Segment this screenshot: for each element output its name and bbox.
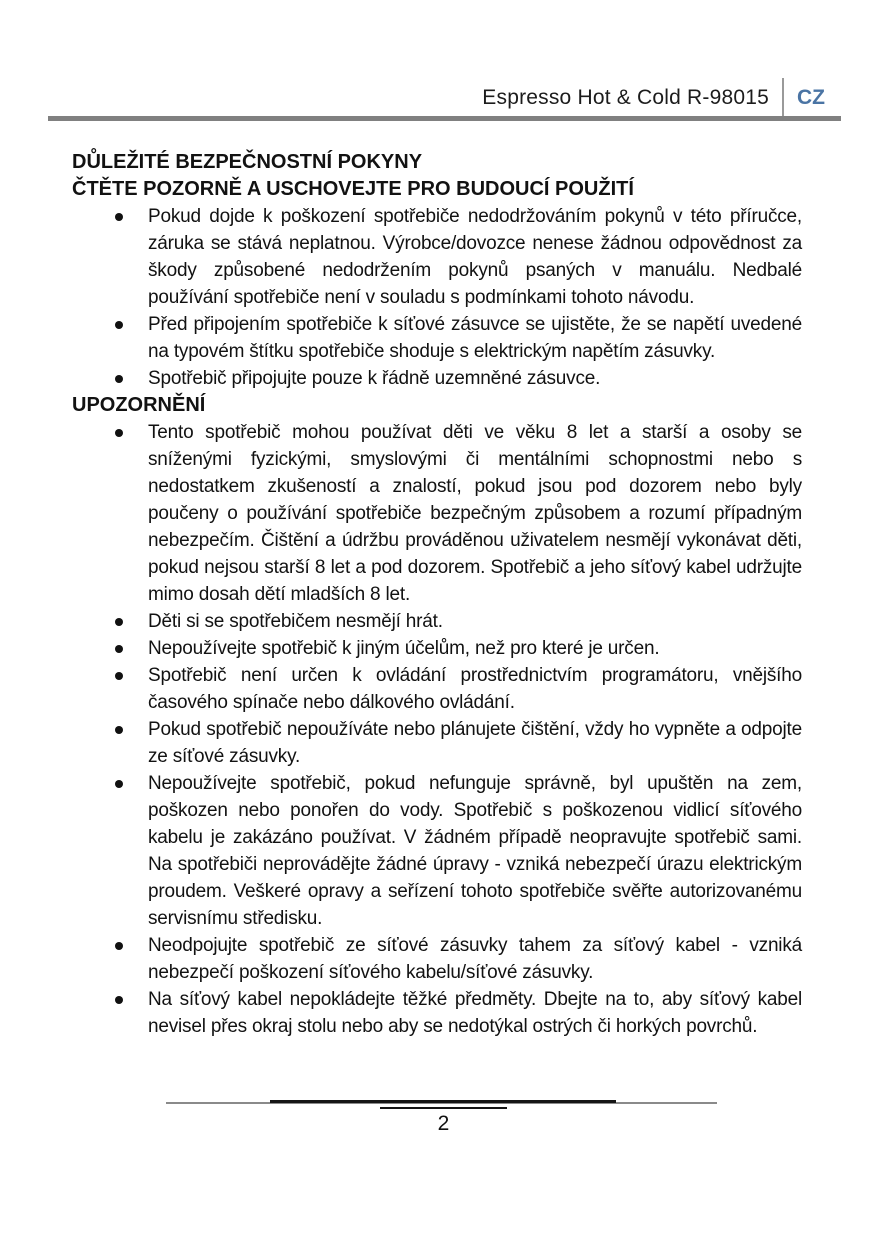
list-item-text: Před připojením spotřebiče k síťové zásuvce se ujistěte, že se napětí uvedené na typovém štítku spotřebiče shoduje s elektrickým napětím zásuvky. xyxy=(148,314,802,362)
bullet-icon xyxy=(72,608,148,626)
list-item xyxy=(72,932,802,986)
page-number: 2 xyxy=(437,1112,450,1135)
list-item xyxy=(72,635,802,662)
list-item-text: Pokud dojde k poškození spotřebiče nedodržováním pokynů v této příručce, záruka se stává neplatnou. Výrobce/dovozce nenese žádnou odpovědnost za škody způsobené nedodržením pokynů psaných v manuálu. Nedbalé používání spotřebiče není v souladu s podmínkami tohoto návodu. xyxy=(148,206,802,308)
list-item-text: Tento spotřebič mohou používat děti ve věku 8 let a starší a osoby se sníženými fyzickými, smyslovými či mentálními schopnostmi nebo s nedostatkem zkušeností a znalostí, pokud jsou pod dozorem nebo byly poučeny o používání spotřebiče bezpečným způsobem a rozumí případným nebezpečím. Čištění a údržbu prováděnou uživatelem nesmějí vykonávat děti, pokud nejsou starší 8 let a pod dozorem. Spotřebič a jeho síťový kabel udržujte mimo dosah dětí mladších 8 let. xyxy=(148,422,802,605)
document-body xyxy=(72,149,802,1040)
language-badge: CZ xyxy=(797,86,825,109)
bullet-icon xyxy=(72,311,148,329)
bullet-icon xyxy=(72,419,148,437)
bullet-icon xyxy=(72,770,148,788)
header-rule xyxy=(48,116,841,121)
list-item-text: Spotřebič není určen k ovládání prostřednictvím programátoru, vnějšího časového spínače nebo dálkového ovládání. xyxy=(148,665,802,713)
section-heading-line2: ČTĚTE POZORNĚ A USCHOVEJTE PRO BUDOUCÍ POUŽITÍ xyxy=(72,178,634,200)
list-item-text: Pokud spotřebič nepoužíváte nebo plánujete čištění, vždy ho vypněte a odpojte ze síťové zásuvky. xyxy=(148,719,802,767)
list-item-text: Spotřebič připojujte pouze k řádně uzemněné zásuvce. xyxy=(148,368,601,389)
bullet-icon xyxy=(72,716,148,734)
list-item xyxy=(72,716,802,770)
list-item xyxy=(72,608,802,635)
list-item-text: Děti si se spotřebičem nesmějí hrát. xyxy=(148,611,443,632)
bullet-icon xyxy=(72,203,148,221)
page-header xyxy=(48,78,841,118)
list-item-text: Nepoužívejte spotřebič k jiným účelům, než pro které je určen. xyxy=(148,638,660,659)
footer-rule-black xyxy=(270,1100,616,1103)
list-item xyxy=(72,662,802,716)
list-item-text: Neodpojujte spotřebič ze síťové zásuvky tahem za síťový kabel - vzniká nebezpečí poškození síťového kabelu/síťové zásuvky. xyxy=(148,935,802,983)
list-item-text: Nepoužívejte spotřebič, pokud nefunguje správně, byl upuštěn na zem, poškozen nebo ponořen do vody. Spotřebič s poškozenou vidlicí síťového kabelu je zakázáno používat. V žádném případě neopravujte spotřebič sami. Na spotřebiči neprovádějte žádné úpravy - vzniká nebezpečí úrazu elektrickým proudem. Veškeré opravy a seřízení tohoto spotřebiče svěřte autorizovanému servisnímu středisku. xyxy=(148,773,802,929)
list-item xyxy=(72,365,802,392)
header-divider xyxy=(782,78,784,118)
bullet-icon xyxy=(72,662,148,680)
footer-rule-short xyxy=(380,1107,507,1109)
list-item-text: Na síťový kabel nepokládejte těžké předměty. Dbejte na to, aby síťový kabel nevisel přes okraj stolu nebo aby se nedotýkal ostrých či horkých povrchů. xyxy=(148,989,802,1037)
list-item xyxy=(72,986,802,1040)
bullet-icon xyxy=(72,932,148,950)
section-heading-line1: DŮLEŽITÉ BEZPEČNOSTNÍ POKYNY xyxy=(72,151,423,173)
warning-heading: UPOZORNĚNÍ xyxy=(72,394,206,416)
list-item xyxy=(72,311,802,365)
list-item xyxy=(72,419,802,608)
bullet-icon xyxy=(72,986,148,1004)
list-item xyxy=(72,770,802,932)
bullet-icon xyxy=(72,365,148,383)
list-item xyxy=(72,203,802,311)
product-title: Espresso Hot & Cold R-98015 xyxy=(482,86,769,109)
bullet-icon xyxy=(72,635,148,653)
